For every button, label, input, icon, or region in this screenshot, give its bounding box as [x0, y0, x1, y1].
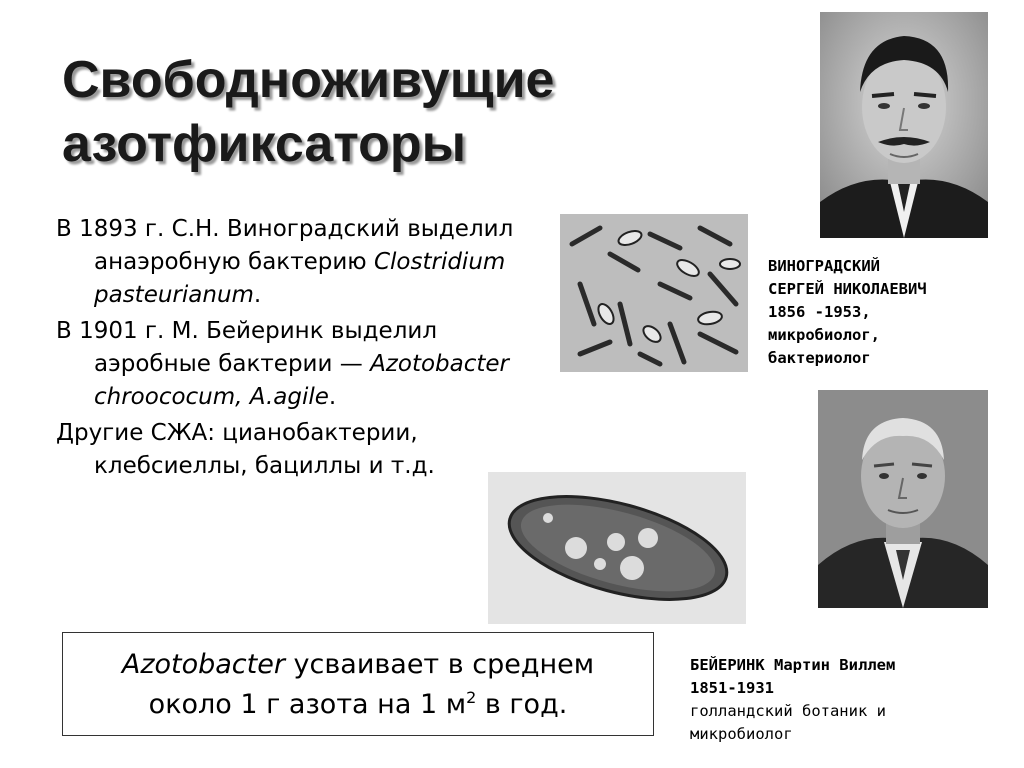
slide-title-line-2: азотфиксаторы: [62, 115, 467, 173]
vinogradsky-caption: [768, 255, 927, 370]
bullet-text: В 1893 г. С.Н. Виноградский выделил анаэробную бактерию: [56, 216, 514, 275]
caption-line: БЕЙЕРИНК Мартин Виллем: [690, 656, 896, 674]
bullet-item-2: [56, 315, 556, 414]
beijerinck-caption: [690, 654, 895, 746]
bacteria-micrograph: [560, 214, 748, 372]
caption-line: СЕРГЕЙ НИКОЛАЕВИЧ: [768, 280, 927, 298]
vinogradsky-portrait: [820, 12, 988, 238]
caption-line: ВИНОГРАДСКИЙ: [768, 257, 880, 275]
bullet-text: Другие СЖА: цианобактерии, клебсиеллы, бациллы и т.д.: [56, 420, 435, 479]
bullet-list: [56, 213, 556, 486]
azotobacter-micrograph: [488, 472, 746, 624]
bullet-item-1: [56, 213, 556, 312]
beijerinck-portrait: [818, 390, 988, 608]
bullet-item-3: [56, 417, 556, 483]
caption-line: бактериолог: [768, 349, 871, 367]
caption-line: микробиолог: [690, 725, 793, 743]
species-name: Clostridium pasteurianum: [94, 249, 506, 308]
species-name: Azotobacter chroococum, A.agile: [94, 351, 510, 410]
caption-line: голландский ботаник и: [690, 702, 886, 720]
bullet-punct: .: [253, 282, 262, 308]
note-line-2: [63, 685, 653, 725]
species-name: Azotobacter: [121, 649, 285, 680]
bullet-punct: .: [328, 384, 337, 410]
note-text: около 1 г азота на 1 м: [148, 689, 467, 720]
caption-line: 1856 -1953,: [768, 303, 871, 321]
slide-title-line-1: Свободноживущие: [62, 51, 555, 109]
azotobacter-note-box: [62, 632, 654, 736]
note-line-1: [63, 645, 653, 685]
bullet-text: В 1901 г. М. Бейеринк выделил аэробные бактерии —: [56, 318, 438, 377]
superscript: 2: [466, 688, 477, 707]
caption-line: микробиолог,: [768, 326, 880, 344]
caption-line: 1851-1931: [690, 679, 774, 697]
note-text: в год.: [476, 689, 568, 720]
note-text: усваивает в среднем: [284, 649, 595, 680]
slide-title: [62, 48, 682, 176]
